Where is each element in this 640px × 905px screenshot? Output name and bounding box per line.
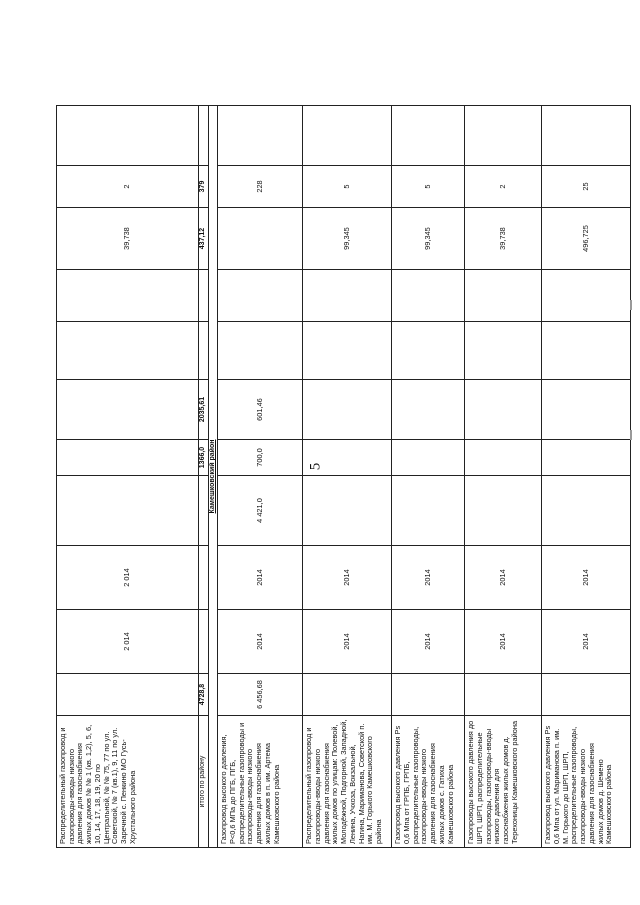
cell-value — [392, 440, 465, 476]
cell-value — [392, 476, 465, 546]
cell-value — [199, 476, 209, 546]
cell-cost — [465, 674, 542, 716]
table-row — [465, 106, 542, 848]
total-cost: 4728,8 — [199, 674, 209, 716]
table-row — [542, 106, 631, 848]
table-row — [303, 106, 392, 848]
cell-start-year: 2014 — [392, 610, 465, 674]
cell-start-year: 2 014 — [57, 610, 199, 674]
cell-end-year: 2014 — [218, 546, 303, 610]
cell-cost — [303, 674, 392, 716]
cell-cost — [542, 674, 631, 716]
cell-value: 5 — [392, 166, 465, 208]
cell-value — [303, 106, 392, 166]
cell-value — [303, 440, 392, 476]
cell-value — [218, 322, 303, 380]
cell-end-year: 2014 — [303, 546, 392, 610]
scan-edge-mark — [630, 300, 632, 310]
total-row — [199, 106, 209, 848]
cell-value — [392, 270, 465, 322]
table-row — [57, 106, 199, 848]
cell-value — [303, 322, 392, 380]
cell-value — [57, 106, 199, 166]
cell-value — [199, 610, 209, 674]
cell-value — [542, 476, 631, 546]
cell-value: 39,738 — [465, 208, 542, 270]
cell-cost: 6 456,68 — [218, 674, 303, 716]
cell-value — [303, 270, 392, 322]
cell-value: 379 — [199, 166, 209, 208]
cell-value — [199, 546, 209, 610]
cell-value — [465, 476, 542, 546]
cell-end-year: 2 014 — [57, 546, 199, 610]
cell-value: 437,12 — [199, 208, 209, 270]
cell-value — [392, 322, 465, 380]
cell-cost — [57, 674, 199, 716]
district-header-row — [209, 106, 218, 848]
cell-value: 39,738 — [57, 208, 199, 270]
cell-start-year: 2014 — [218, 610, 303, 674]
cell-cost — [392, 674, 465, 716]
cell-value: 2 — [57, 166, 199, 208]
cell-value — [199, 270, 209, 322]
row-description: Газопровод высокого давления Рs 0,6 Мпа от ГРПБ, ГРПБ, распределительные газопроводы, газопроводы-вводы низкого давления для газоснабжения жилых домов с. Гатиха Камешковского района — [392, 716, 465, 848]
table-row — [392, 106, 465, 848]
cell-value — [199, 106, 209, 166]
cell-value — [465, 322, 542, 380]
cell-value — [542, 270, 631, 322]
cell-value — [57, 322, 199, 380]
cell-value — [57, 476, 199, 546]
cell-start-year: 2014 — [303, 610, 392, 674]
cell-value — [542, 380, 631, 440]
gas-pipeline-table — [56, 105, 631, 848]
page-number: 5 — [307, 462, 324, 471]
total-label: итого по району — [199, 716, 209, 848]
cell-start-year: 2014 — [542, 610, 631, 674]
cell-value — [303, 380, 392, 440]
cell-value — [303, 476, 392, 546]
cell-value: 25 — [542, 166, 631, 208]
cell-end-year: 2014 — [392, 546, 465, 610]
cell-value: 4 421,0 — [218, 476, 303, 546]
rotated-table-wrapper — [56, 106, 640, 848]
cell-value: 700,0 — [218, 440, 303, 476]
cell-value — [465, 440, 542, 476]
cell-value — [57, 380, 199, 440]
cell-value — [57, 270, 199, 322]
cell-value — [218, 106, 303, 166]
cell-value — [392, 380, 465, 440]
cell-value: 99,345 — [392, 208, 465, 270]
cell-value: 2035,61 — [199, 380, 209, 440]
cell-value: 496,725 — [542, 208, 631, 270]
cell-end-year: 2014 — [542, 546, 631, 610]
row-description: Газопровод высокого давления Рs 0,6 Мпа от ул. Мариманова п. им. М. Горького до ШРП, ШРП, распределительные газопроводы, газопроводы-вводы низкого давления для газоснабжения жилых домов д. Шемено Камешковского района — [542, 716, 631, 848]
cell-value — [392, 106, 465, 166]
row-description: Распределительный газопровод и газопроводы-вводы низкого давления для газоснабжения жилых домов по улицам: Полевой, Молодёжной, Подгорной, Западной, Ленина, Учхоза, Вокзальной, Нагина, Мариманова, Советской п. им. М. Горького Камешковского района — [303, 716, 392, 848]
cell-value — [542, 440, 631, 476]
row-description: Газопровод высокого давления, P<0,6 МПа до ПГБ, ПГБ, распределительные газопроводы и газопроводы-вводы низкого давления для газоснабжения жилых домов в п. им. Артема Камешковского района — [218, 716, 303, 848]
cell-value — [465, 106, 542, 166]
row-description: Газопроводы высокого давления до ШРП, ШРП, распределительные газопроводы, газопроводы-вводы низкого давления для газоснабжения жилых домов д. Терехоницы Камешковского района — [465, 716, 542, 848]
cell-value: 99,345 — [303, 208, 392, 270]
cell-value — [465, 380, 542, 440]
cell-value: 5 — [303, 166, 392, 208]
cell-value — [465, 270, 542, 322]
cell-value — [218, 270, 303, 322]
table-row — [218, 106, 303, 848]
cell-value: 228 — [218, 166, 303, 208]
cell-start-year: 2014 — [465, 610, 542, 674]
cell-value — [57, 440, 199, 476]
cell-value: 2 — [465, 166, 542, 208]
cell-value: 601,46 — [218, 380, 303, 440]
district-title: Камешковский район — [209, 106, 218, 848]
cell-value — [218, 208, 303, 270]
scan-edge-mark — [630, 430, 632, 440]
cell-value — [199, 322, 209, 380]
cell-value: 1366,0 — [199, 440, 209, 476]
cell-value — [542, 322, 631, 380]
cell-end-year: 2014 — [465, 546, 542, 610]
row-description: Распределительный газопровод и газопроводы-вводы низкого давления для газоснабжения жилых домов № № 1 (кв. 1,2), 5, 6, 10, 14, 17, 18, 19, 20 по Центральной, № № 75, 77 по ул. Советской, № 7 (кв.1), 9, 11 по ул. Заречной с. Пенкино МО Гусь-Хрустального района — [57, 716, 199, 848]
cell-value — [542, 106, 631, 166]
